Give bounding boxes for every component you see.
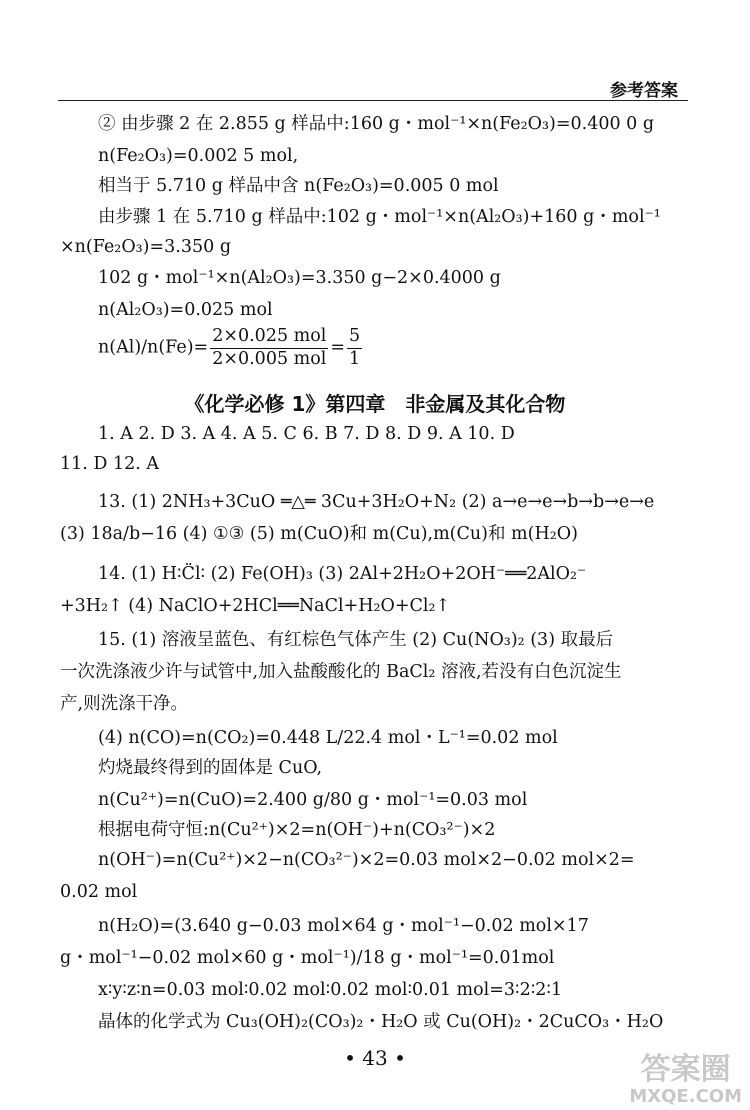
text-line-20: n(Cu²⁺)=n(CuO)=2.400 g/80 g・mol⁻¹=0.03 mol <box>98 790 528 810</box>
text-line-1: ② 由步骤 2 在 2.855 g 样品中:160 g・mol⁻¹×n(Fe₂O₃)=0.400 0 g <box>98 114 655 134</box>
text-line-9: 1. A 2. D 3. A 4. A 5. C 6. B 7. D 8. D 9. A 10. D <box>98 424 515 444</box>
text-line-2: n(Fe₂O₃)=0.002 5 mol, <box>98 146 299 166</box>
text-line-26: x∶y∶z∶n=0.03 mol∶0.02 mol∶0.02 mol∶0.01 mol=3∶2∶2∶1 <box>98 980 563 1000</box>
text-line-22: n(OH⁻)=n(Cu²⁺)×2−n(CO₃²⁻)×2=0.03 mol×2−0.02 mol×2= <box>98 850 635 870</box>
fraction-1-denominator: 2×0.005 mol <box>212 348 327 369</box>
text-line-5: ×n(Fe₂O₃)=3.350 g <box>60 237 232 257</box>
watermark-text: 答案圈 <box>640 1052 731 1087</box>
text-line-27: 晶体的化学式为 Cu₃(OH)₂(CO₃)₂・H₂O 或 Cu(OH)₂・2CuCO₃・H₂O <box>98 1012 664 1032</box>
text-line-17: 产,则洗涤干净。 <box>60 694 189 714</box>
text-line-6: 102 g・mol⁻¹×n(Al₂O₃)=3.350 g−2×0.4000 g <box>98 268 501 288</box>
fraction-2-denominator: 1 <box>349 348 361 369</box>
fraction-2 <box>347 328 362 368</box>
section-title: 《化学必修 1》第四章 非金属及其化合物 <box>184 392 566 416</box>
fraction-1-numerator: 2×0.025 mol <box>210 328 328 349</box>
text-line-23: 0.02 mol <box>60 882 138 902</box>
ratio-equation <box>98 328 364 368</box>
text-line-12: (3) 18a/b−16 (4) ①③ (5) m(CuO)和 m(Cu),m(Cu)和 m(H₂O) <box>60 524 578 544</box>
text-line-18: (4) n(CO)=n(CO₂)=0.448 L/22.4 mol・L⁻¹=0.02 mol <box>98 728 558 748</box>
text-line-3: 相当于 5.710 g 样品中含 n(Fe₂O₃)=0.005 0 mol <box>98 176 499 196</box>
text-line-24: n(H₂O)=(3.640 g−0.03 mol×64 g・mol⁻¹−0.02 mol×17 <box>98 916 589 936</box>
text-line-19: 灼烧最终得到的固体是 CuO, <box>98 758 323 778</box>
text-line-13: 14. (1) H∶C̈l∶ (2) Fe(OH)₃ (3) 2Al+2H₂O+2OH⁻══2AlO₂⁻ <box>98 564 587 584</box>
fraction-1 <box>210 328 328 368</box>
fraction-2-numerator: 5 <box>347 328 362 349</box>
ratio-equals: = <box>330 337 346 358</box>
running-header: 参考答案 <box>610 81 678 101</box>
header-rule <box>58 100 688 101</box>
text-line-15: 15. (1) 溶液呈蓝色、有红棕色气体产生 (2) Cu(NO₃)₂ (3) 取最后 <box>98 630 614 650</box>
text-line-11: 13. (1) 2NH₃+3CuO ═△═ 3Cu+3H₂O+N₂ (2) a→e→e→b→b→e→e <box>98 492 655 512</box>
watermark-url: MXQE.COM <box>629 1086 742 1107</box>
text-line-25: g・mol⁻¹−0.02 mol×60 g・mol⁻¹)/18 g・mol⁻¹=0.01mol <box>60 948 555 968</box>
text-line-14: +3H₂↑ (4) NaClO+2HCl══NaCl+H₂O+Cl₂↑ <box>60 596 451 616</box>
page-number: • 43 • <box>344 1046 406 1070</box>
ratio-prefix: n(Al)/n(Fe)= <box>98 337 209 358</box>
text-line-4: 由步骤 1 在 5.710 g 样品中:102 g・mol⁻¹×n(Al₂O₃)+160 g・mol⁻¹ <box>98 207 661 227</box>
watermark-logo <box>629 1052 742 1107</box>
text-line-16: 一次洗涤液少许与试管中,加入盐酸酸化的 BaCl₂ 溶液,若没有白色沉淀生 <box>60 662 622 682</box>
text-line-10: 11. D 12. A <box>60 454 160 474</box>
text-line-21: 根据电荷守恒:n(Cu²⁺)×2=n(OH⁻)+n(CO₃²⁻)×2 <box>98 820 496 840</box>
text-line-7: n(Al₂O₃)=0.025 mol <box>98 300 273 320</box>
